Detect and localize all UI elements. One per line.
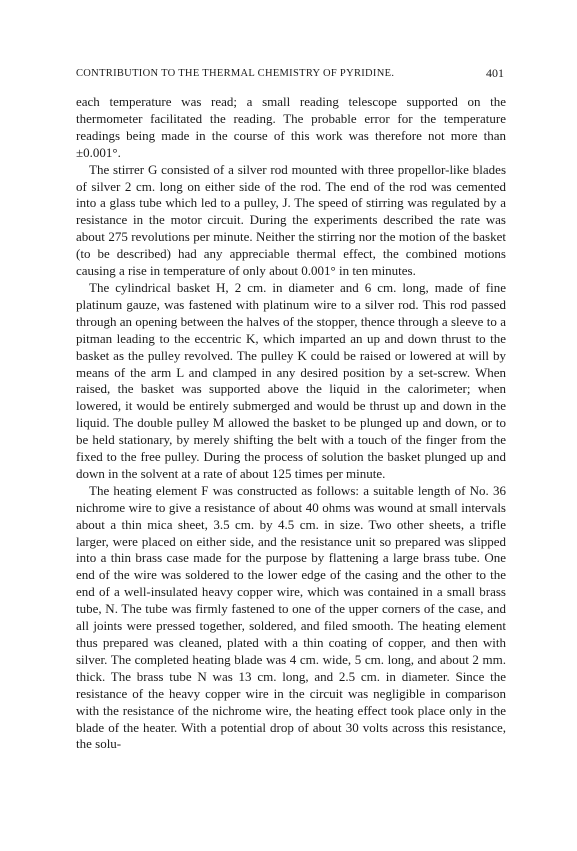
paragraph-stirrer: The stirrer G consisted of a silver rod mounted with three propellor-like blades of silver 2 cm. long on either side of the rod. The end of the rod was cemented into a glass tube which led to a pulley, J. The speed of stirring was regulated by a resistance in the motor circuit. During the experiments described the rate was about 275 revolutions per minute. Neither the stirring nor the motion of the basket (to be described) had any appreciable thermal effect, the combined motions causing a rise in temperature of only about 0.001° in ten minutes. (76, 161, 506, 279)
running-head: CONTRIBUTION TO THE THERMAL CHEMISTRY OF PYRIDINE. (76, 68, 395, 79)
paragraph-continued: each temperature was read; a small reading telescope supported on the thermometer facilitated the reading. The probable error for the temperature readings being made in the course of this work was therefore not more than ±0.001°. (76, 94, 506, 160)
paragraph-basket: The cylindrical basket H, 2 cm. in diameter and 6 cm. long, made of fine platinum gauze, was fastened with platinum wire to a silver rod. This rod passed through an opening between the halves of the stopper, thence through a sleeve to a pitman leading to the eccentric K, which imparted an up and down thrust to the basket as the pulley revolved. The pulley K could be raised or lowered at will by means of the arm L and clamped in any desired position by a set-screw. When raised, the basket was supported above the liquid in the calorimeter; when lowered, it would be entirely submerged and would be thrust up and down in the liquid. The double pulley M allowed the basket to be plunged up and down, or to be held stationary, by merely shifting the belt with a touch of the finger from the fixed to the free pulley. During the process of solution the basket plunged up and down in the solvent at a rate of about 125 times per minute. (76, 279, 506, 481)
paragraph-heating-element: The heating element F was constructed as follows: a suitable length of No. 36 nichrome wire to give a resistance of about 40 ohms was wound at small intervals about a thin mica sheet, 3.5 cm. by 4.5 cm. in size. Two other sheets, a trifle larger, were placed on either side, and the resistance unit so prepared was slipped into a thin brass case made for the purpose by flattening a large brass tube. One end of the wire was soldered to the lower edge of the casing and the other to the end of a well-insulated heavy copper wire, which was contained in a small brass tube, N. The tube was firmly fastened to one of the upper corners of the case, and all joints were pressed together, soldered, and filed smooth. The heating element thus prepared was cleaned, plated with a thin coating of copper, and then with silver. The completed heating blade was 4 cm. wide, 5 cm. long, and about 2 mm. thick. The brass tube N was 13 cm. long, and 2.5 cm. in diameter. Since the resistance of the heavy copper wire in the circuit was negligible in comparison with the resistance of the nichrome wire, the heating effect took place only in the blade of the heater. With a potential drop of about 30 volts across this resistance, the solu- (76, 482, 506, 752)
page-number: 401 (486, 66, 504, 80)
body-text (76, 94, 506, 753)
